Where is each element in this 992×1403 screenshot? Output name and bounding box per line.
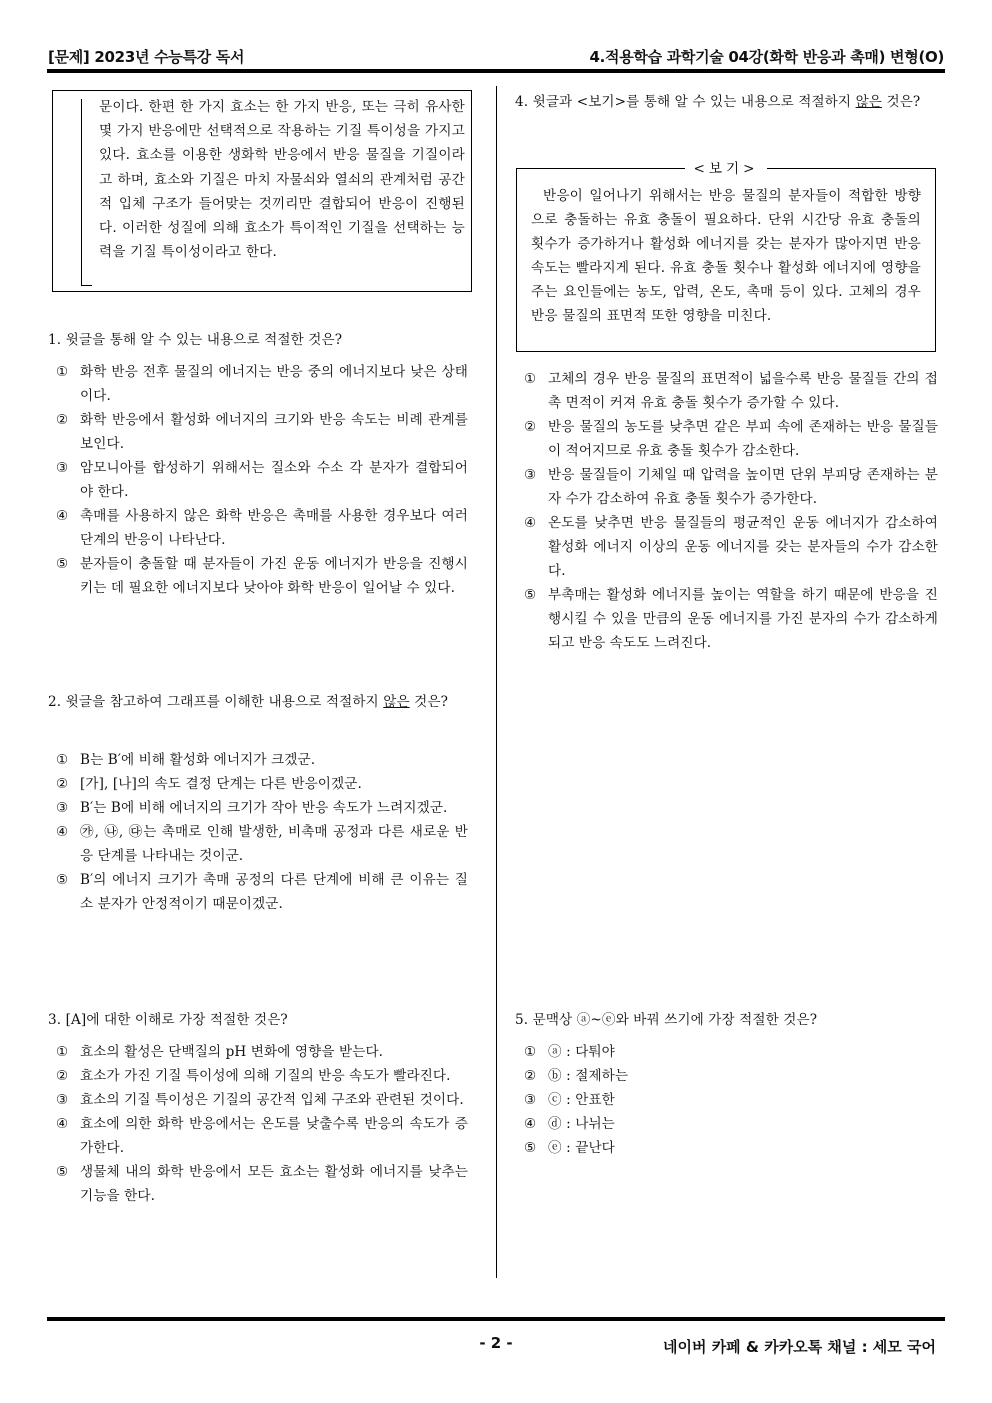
bogi-text: 반응이 일어나기 위해서는 반응 물질의 분자들이 적합한 방향으로 충돌하는 유효 충돌이 필요하다. 단위 시간당 유효 충돌의 횟수가 증가하거나 활성화 에너지를 갖는 분자가 많아지면 반응 속도는 빨라지게 된다. 유효 충돌 횟수나 활성화 에너지에 영향을 주는 요인들에는 농도, 압력, 온도, 촉매 등이 있다. 고체의 경우 반응 물질의 표면적 또한 영향을 미친다. — [531, 188, 921, 324]
column-divider — [496, 86, 497, 1278]
question-4-options — [520, 367, 938, 655]
question-2-option-5[interactable]: ⑤ B′의 에너지 크기가 촉매 공정의 다른 단계에 비해 큰 이유는 질소 분자가 안정적이기 때문이겠군. — [56, 872, 468, 912]
question-2-option-1[interactable]: ① B는 B′에 비해 활성화 에너지가 크겠군. — [56, 752, 316, 768]
question-3-option-5[interactable]: ⑤ 생물체 내의 화학 반응에서 모든 효소는 활성화 에너지를 낮추는 기능을 한다. — [56, 1164, 468, 1204]
question-4-option-2[interactable]: ② 반응 물질의 농도를 낮추면 같은 부피 속에 존재하는 반응 물질들이 적어지므로 유효 충돌 횟수가 감소한다. — [524, 419, 938, 459]
question-4-option-5[interactable]: ⑤ 부촉매는 활성화 에너지를 높이는 역할을 하기 때문에 반응을 진행시킬 수 있을 만큼의 운동 에너지를 가진 분자의 수가 감소하게 되고 반응 속도도 느려진다. — [524, 587, 938, 651]
question-5-option-3[interactable]: ③ ⓒ : 안표한 — [524, 1092, 615, 1108]
emphasis-underline: 않은 — [383, 694, 410, 710]
question-5-option-4[interactable]: ④ ⓓ : 나뉘는 — [524, 1116, 615, 1132]
header-rule — [47, 69, 945, 73]
question-2-stem: 2. 윗글을 참고하여 그래프를 이해한 내용으로 적절하지 않은 것은? — [48, 694, 448, 710]
question-4-stem: 4. 윗글과 <보기>를 통해 알 수 있는 내용으로 적절하지 않은 것은? — [515, 94, 921, 110]
question-3-stem: 3. [A]에 대한 이해로 가장 적절한 것은? — [48, 1012, 288, 1028]
question-5-option-2[interactable]: ② ⓑ : 절제하는 — [524, 1068, 629, 1084]
question-5-stem: 5. 문맥상 ⓐ~ⓔ와 바꿔 쓰기에 가장 적절한 것은? — [515, 1012, 818, 1028]
question-2-option-2[interactable]: ② [가], [나]의 속도 결정 단계는 다른 반응이겠군. — [56, 776, 362, 792]
passage-text: 문이다. 한편 한 가지 효소는 한 가지 반응, 또는 극히 유사한 몇 가지 반응에만 선택적으로 작용하는 기질 특이성을 가지고 있다. 효소를 이용한 생화학 반응에서 반응 물질을 기질이라고 하며, 효소와 기질은 마치 자물쇠와 열쇠의 관계처럼 공간적 입체 구조가 들어맞는 것끼리만 결합되어 반응이 진행된다. 이러한 성질에 의해 효소가 특이적인 기질을 선택하는 능력을 기질 특이성이라고 한다. — [99, 99, 465, 261]
footer-rule — [47, 1317, 945, 1321]
question-3-option-3[interactable]: ③ 효소의 기질 특이성은 기질의 공간적 입체 구조와 관련된 것이다. — [56, 1092, 464, 1108]
header-left-title: [문제] 2023년 수능특강 독서 — [48, 48, 245, 66]
passage-box — [52, 90, 472, 292]
question-2-option-3[interactable]: ③ B′는 B에 비해 에너지의 크기가 작아 반응 속도가 느려지겠군. — [56, 800, 448, 816]
question-1-options — [52, 360, 468, 600]
question-4-option-3[interactable]: ③ 반응 물질들이 기체일 때 압력을 높이면 단위 부피당 존재하는 분자 수가 감소하여 유효 충돌 횟수가 증가한다. — [524, 467, 938, 507]
question-5-options — [520, 1040, 936, 1160]
question-3-options — [52, 1040, 468, 1208]
question-1-option-2[interactable]: ② 화학 반응에서 활성화 에너지의 크기와 반응 속도는 비례 관계를 보인다. — [56, 412, 468, 452]
question-3-option-2[interactable]: ② 효소가 가진 기질 특이성에 의해 기질의 반응 속도가 빨라진다. — [56, 1068, 451, 1084]
question-1-option-5[interactable]: ⑤ 분자들이 충돌할 때 분자들이 가진 운동 에너지가 반응을 진행시키는 데 필요한 에너지보다 낮아야 화학 반응이 일어날 수 있다. — [56, 556, 468, 596]
question-2-options — [52, 748, 468, 916]
emphasis-underline: 않은 — [855, 94, 883, 110]
question-1-option-4[interactable]: ④ 촉매를 사용하지 않은 화학 반응은 촉매를 사용한 경우보다 여러 단계의 반응이 나타난다. — [56, 508, 468, 548]
question-3-option-4[interactable]: ④ 효소에 의한 화학 반응에서는 온도를 낮출수록 반응의 속도가 증가한다. — [56, 1116, 468, 1156]
question-3-option-1[interactable]: ① 효소의 활성은 단백질의 pH 변화에 영향을 받는다. — [56, 1044, 384, 1060]
question-2-option-4[interactable]: ④ ㉮, ㉯, ㉰는 촉매로 인해 발생한, 비촉매 공정과 다른 새로운 반응 단계를 나타내는 것이군. — [56, 824, 468, 864]
bogi-box — [516, 161, 936, 352]
header-right-title: 4.적용학습 과학기술 04강(화학 반응과 촉매) 변형(O) — [589, 48, 944, 66]
footer-channel-text: 네이버 카페 & 카카오톡 채널 : 세모 국어 — [663, 1338, 936, 1356]
question-1-stem: 1. 윗글을 통해 알 수 있는 내용으로 적절한 것은? — [48, 332, 343, 348]
question-5-option-5[interactable]: ⑤ ⓔ : 끝난다 — [524, 1140, 615, 1156]
bogi-title: <보기> — [685, 161, 766, 177]
question-5-option-1[interactable]: ① ⓐ : 다퉈야 — [524, 1044, 615, 1060]
question-1-option-3[interactable]: ③ 암모니아를 합성하기 위해서는 질소와 수소 각 분자가 결합되어야 한다. — [56, 460, 468, 500]
question-4-option-4[interactable]: ④ 온도를 낮추면 반응 물질들의 평균적인 운동 에너지가 감소하여 활성화 에너지 이상의 운동 에너지를 갖는 분자들의 수가 감소한다. — [524, 515, 938, 579]
question-1-option-1[interactable]: ① 화학 반응 전후 물질의 에너지는 반응 중의 에너지보다 낮은 상태이다. — [56, 364, 468, 404]
passage-bracket-marker — [81, 99, 92, 286]
page-number: - 2 - — [479, 1334, 513, 1352]
question-4-option-1[interactable]: ① 고체의 경우 반응 물질의 표면적이 넓을수록 반응 물질들 간의 접촉 면적이 커져 유효 충돌 횟수가 증가할 수 있다. — [524, 371, 938, 411]
